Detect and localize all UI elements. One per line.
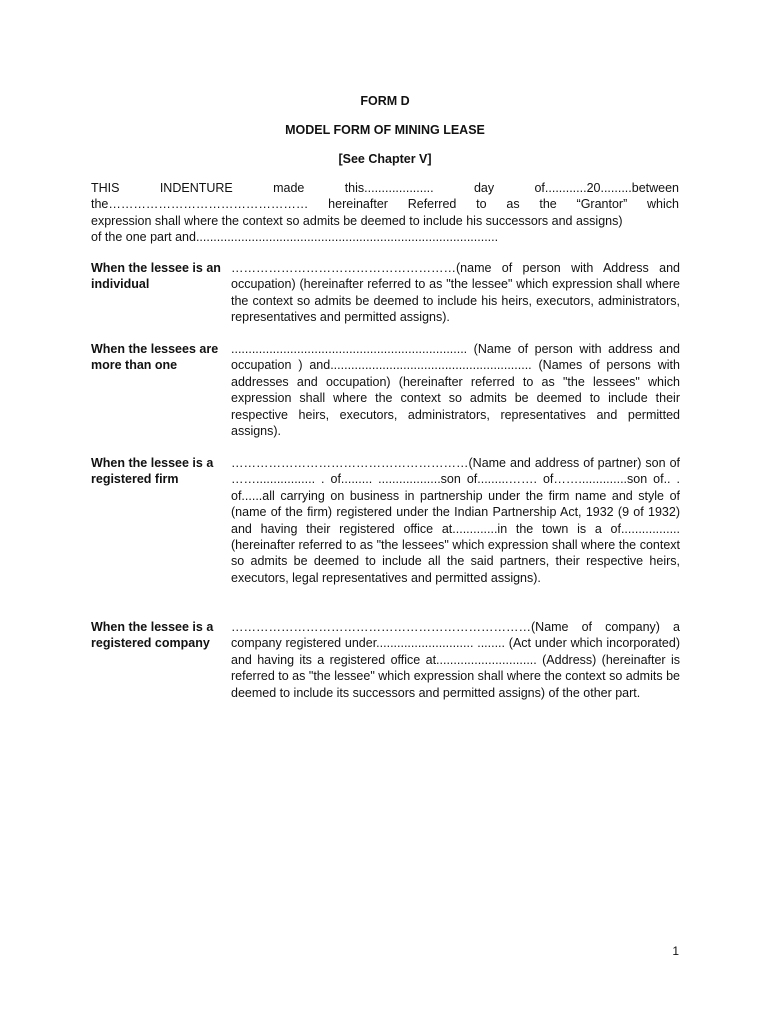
intro-line-1: THIS INDENTURE made this.................... day of............20.........between — [91, 181, 679, 195]
clause-text: .................................................................... (Name of person with address and occupation ) and.......................................................... (Names of persons with addresses and occupation) (hereinafter referred to as "the lessees" which expression shall where the context so admits be deemed to include their respective heirs, executors, administrators, representatives and permitted assigns). — [231, 342, 680, 439]
intro-line-4: of the one part and....................................................................................... — [91, 230, 499, 245]
form-subtitle: MODEL FORM OF MINING LEASE — [285, 123, 485, 137]
chapter-reference: [See Chapter V] — [338, 152, 432, 166]
intro-line-2: the………………………………………… hereinafter Referred to as the “Grantor” which — [91, 197, 679, 212]
clause-label: When the lessee is a registered company — [91, 620, 214, 651]
clause-label: When the lessee is a registered firm — [91, 456, 214, 487]
form-title: FORM D — [360, 94, 410, 108]
indenture-intro — [91, 180, 679, 246]
clause-label: When the lessees are more than one — [91, 342, 219, 373]
clause-text: ………………………………………………………………(Name of company) a company registered under............................ ........ (Act under which incorporated) and having its a registered office at............................. (Address) (hereinafter is referred to as "the lessee" which expression shall where the context so admits be deemed to include its successors and permitted assigns) of the other part. — [231, 620, 680, 700]
page-number: 1 — [672, 944, 679, 958]
clause-text: ………………………………………………(name of person with Address and occupation) (hereinafter referred to as "the lessee" which expression shall where the context so admits be deemed to include his heirs, executors, administrators, representatives and permitted assigns). — [231, 261, 680, 325]
intro-line-3: expression shall where the context so admits be deemed to include his successors and assigns) — [91, 213, 623, 228]
clause-text: …………………………………………………(Name and address of partner) son of ……................. . of......... ..................son of.........……. of……..............son of.. . of......all carrying on business in partnership under the firm name and style of (name of the firm) registered under the Indian Partnership Act, 1932 (9 of 1932) and having their registered office at.............in the town is a of................. (hereinafter referred to as "the lessees" which expression shall where the context so admits be deemed to include all the said partners, their respective heirs, executors, legal representatives and permitted assigns). — [231, 456, 680, 585]
clause-label: When the lessee is an individual — [91, 261, 221, 292]
